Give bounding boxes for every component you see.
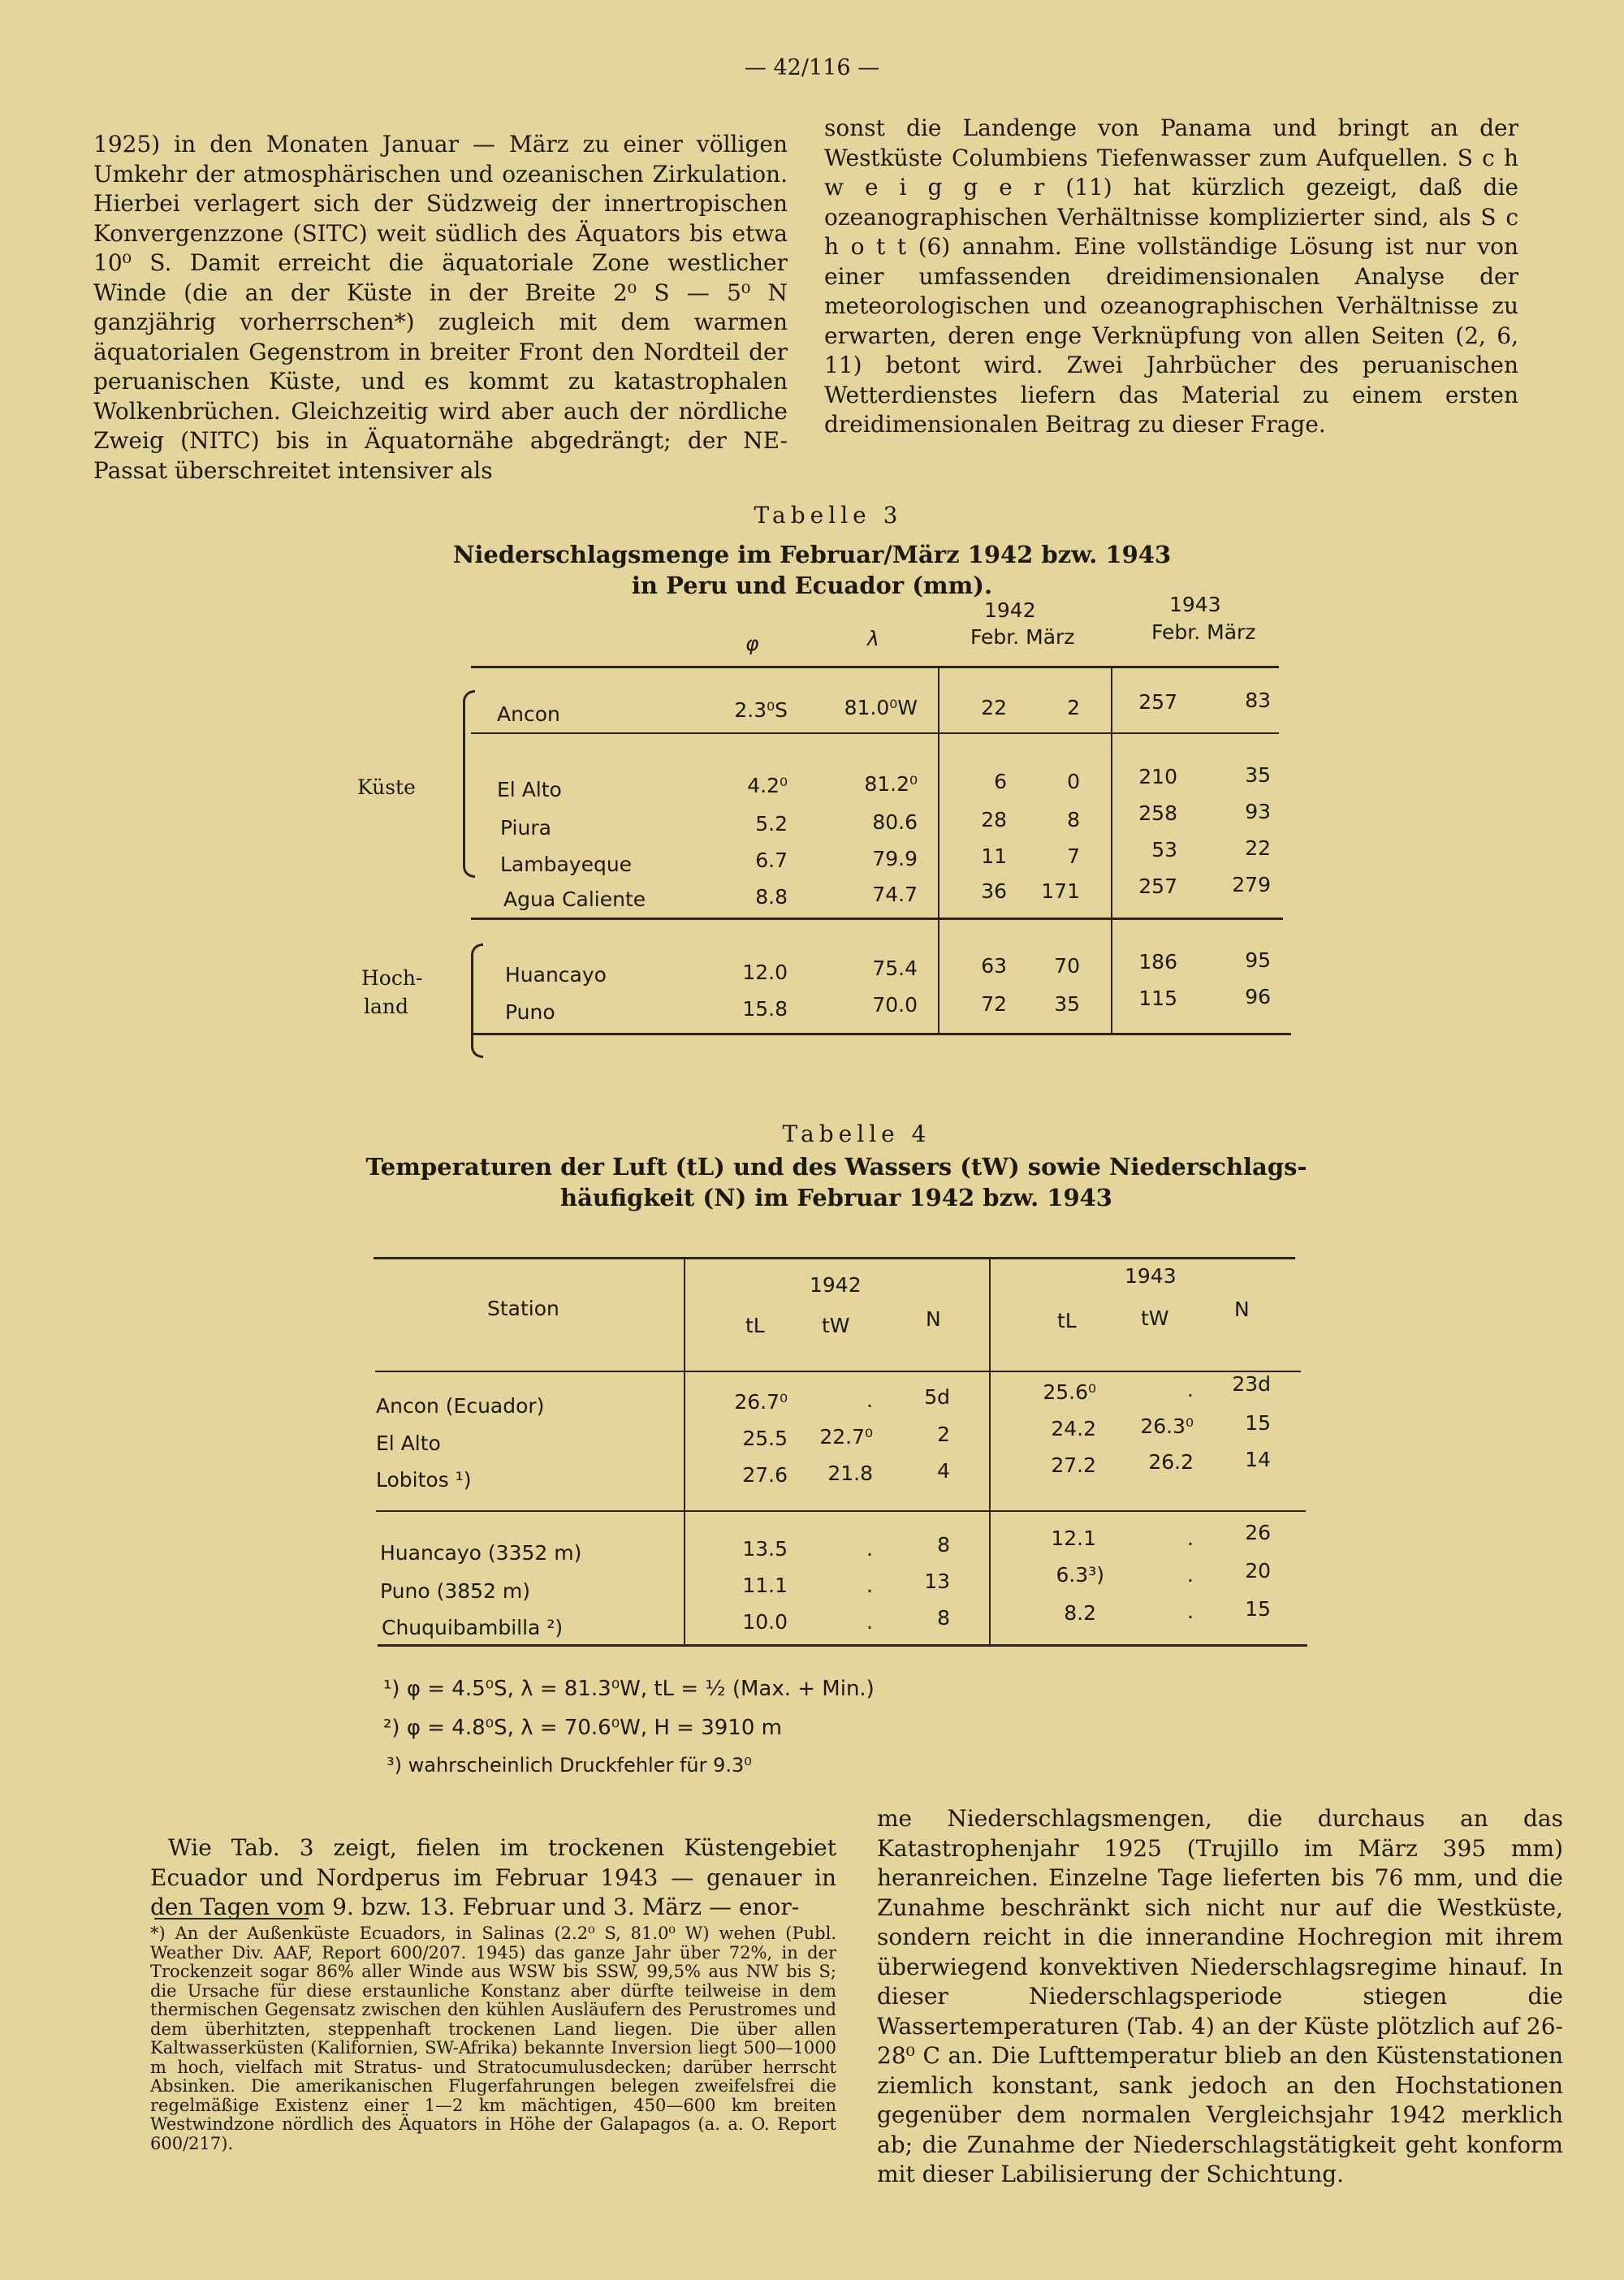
t3-station: Ancon	[497, 702, 560, 726]
t4-N-1943: 15	[1245, 1597, 1271, 1621]
t4-tW-1943: 26.3⁰	[1140, 1414, 1194, 1438]
t3-lambda: 81.2⁰	[864, 772, 918, 796]
t3-feb-1943: 186	[1138, 950, 1177, 974]
t4-N-1943: 26	[1245, 1521, 1271, 1544]
t4-rule-header	[375, 1371, 1301, 1372]
t3-station: Agua Caliente	[503, 887, 646, 911]
t3-brace-highland	[471, 944, 483, 1058]
t4-tW-1942: 22.7⁰	[819, 1425, 873, 1449]
t4-header-station: Station	[487, 1297, 559, 1320]
table4-title	[357, 1151, 1315, 1213]
t3-group-coast: Küste	[357, 775, 416, 799]
t4-N-1943: 20	[1245, 1559, 1271, 1583]
t4-N-1942: 2	[937, 1423, 950, 1446]
t3-feb-1943: 258	[1138, 801, 1177, 825]
t3-phi: 5.2	[755, 812, 788, 836]
t4-N-1942: 8	[937, 1533, 950, 1557]
t3-mar-1942: 7	[1067, 844, 1080, 868]
t4-tL-1943: 8.2	[1064, 1601, 1096, 1625]
t4-tL-1942: 13.5	[742, 1537, 788, 1561]
t3-feb-1942: 6	[994, 770, 1007, 793]
t3-feb-1943: 53	[1151, 838, 1177, 861]
t4-tL-1943: 12.1	[1051, 1526, 1096, 1550]
t4-N-1943: 14	[1245, 1448, 1271, 1471]
t4-tW-1942: .	[866, 1574, 873, 1597]
t3-phi: 6.7	[755, 849, 788, 872]
footnote	[150, 1924, 836, 2153]
t3-mar-1942: 2	[1067, 696, 1080, 719]
t3-mar-1942: 0	[1067, 770, 1080, 793]
t4-header-tL-1943: tL	[1057, 1309, 1077, 1332]
table4-caption: Tabelle 4	[782, 1121, 931, 1147]
t4-year-1942: 1942	[810, 1273, 862, 1297]
t3-lambda: 70.0	[872, 993, 918, 1017]
t4-tL-1942: 10.0	[742, 1610, 788, 1634]
text-column-right-top	[824, 114, 1518, 440]
t4-note-3: ³) wahrscheinlich Druckfehler für 9.3⁰	[387, 1754, 752, 1777]
t3-station: Piura	[500, 816, 551, 840]
paragraph: 1925) in den Monaten Januar — März zu einer völligen Umkehr der atmosphärischen und ozeanischen Zirkulation. Hierbei verlagert sich der Südzweig der innertropischen Konvergenzzone (SITC) weit südlich des Äquators bis etwa 10⁰ S. Damit erreicht die äquatoriale Zone westlicher Winde (die an der Küste in der Breite 2⁰ S — 5⁰ N ganzjährig vorherrschen*) zugleich mit dem warmen äquatorialen Gegenstrom in breiter Front den Nordteil der peruanischen Küste, und es kommt zu katastrophalen Wolkenbrüchen. Gleichzeitig wird aber auch der nördliche Zweig (NITC) bis in Äquatornähe abgedrängt; der NE-Passat überschreitet intensiver als	[93, 131, 788, 484]
t3-rule-coast	[471, 918, 1283, 920]
t3-group-highland-1: Hoch-	[361, 966, 423, 990]
t3-rule-bottom	[471, 1033, 1291, 1035]
table3-title	[422, 539, 1202, 601]
t3-station: Lambayeque	[500, 853, 633, 876]
t3-rule-ancon	[471, 732, 1279, 734]
text-column-left-bottom	[150, 1833, 836, 1923]
t3-feb-1943: 210	[1138, 765, 1177, 788]
t4-tL-1942: 25.5	[742, 1427, 788, 1450]
t3-phi: 8.8	[755, 885, 788, 909]
table4-title-line1: Temperaturen der Luft (tL) und des Wassers (tW) sowie Niederschlags-	[365, 1153, 1307, 1181]
t4-N-1942: 4	[937, 1459, 950, 1483]
t4-station: Lobitos ¹)	[376, 1468, 472, 1492]
t4-tL-1943: 24.2	[1051, 1417, 1096, 1440]
t3-feb-1942: 72	[981, 992, 1007, 1016]
t3-mar-1942: 8	[1067, 808, 1080, 831]
t3-mar-1942: 70	[1054, 954, 1080, 978]
t3-feb-1942: 22	[981, 696, 1007, 719]
t4-tW-1943: .	[1187, 1378, 1194, 1401]
paragraph: sonst die Landenge von Panama und bringt an der Westküste Columbiens Tiefenwasser zum Aufquellen. S c h w e i g g e r (11) hat kürzlich gezeigt, daß die ozeanographischen Verhältnisse komplizierter sind, als S c h o t t (6) annahm. Eine vollständige Lösung ist nur von einer umfassenden dreidimensionalen Analyse der meteorologischen und ozeanographischen Verhältnisse zu erwarten, deren enge Verknüpfung von allen Seiten (2, 6, 11) betont wird. Zwei Jahrbücher des peruanischen Wetterdienstes liefern das Material zu einem ersten dreidimensionalen Beitrag zu dieser Frage.	[824, 114, 1518, 438]
t4-header-tW-1942: tW	[822, 1314, 850, 1337]
t4-station: Puno (3852 m)	[380, 1579, 530, 1603]
t4-tL-1942: 27.6	[742, 1463, 788, 1487]
t4-header-tW-1943: tW	[1141, 1306, 1169, 1330]
t4-tW-1942: 21.8	[827, 1462, 873, 1485]
t4-tL-1943: 6.3³)	[1056, 1563, 1104, 1587]
t4-rule-top	[374, 1257, 1295, 1259]
t4-tW-1943: .	[1187, 1526, 1194, 1550]
t4-N-1942: 5d	[924, 1385, 950, 1409]
t3-mar-1943: 93	[1245, 800, 1271, 823]
t4-tL-1943: 25.6⁰	[1043, 1380, 1096, 1404]
table3-title-line2: in Peru und Ecuador (mm).	[631, 572, 993, 599]
t4-header-N-1942: N	[926, 1307, 941, 1331]
t3-feb-1942: 63	[981, 954, 1007, 978]
t3-months-1942: Febr. März	[970, 625, 1075, 649]
t4-tL-1942: 26.7⁰	[734, 1390, 788, 1414]
footnote-rule	[154, 1918, 309, 1919]
page-number: — 42/116 —	[744, 55, 880, 80]
paragraph: me Niederschlagsmengen, die durchaus an das Katastrophenjahr 1925 (Trujillo im März 395 mm) heranreichen. Einzelne Tage lieferten bis 76 mm, und die Zunahme beschränkt sich nicht nur auf die Westküste, sondern reicht in die innerandine Hochregion mit ihrem überwiegend konvektiven Niederschlagsregime hinauf. In dieser Niederschlagsperiode stiegen die Wassertemperaturen (Tab. 4) an der Küste plötzlich auf 26-28⁰ C an. Die Lufttemperatur blieb an den Küstenstationen ziemlich konstant, sank jedoch an den Hochstationen gegenüber dem normalen Vergleichsjahr 1942 merklich ab; die Zunahme der Niederschlagstätigkeit geht konform mit dieser Labilisierung der Schichtung.	[877, 1805, 1563, 2187]
t3-phi: 4.2⁰	[747, 774, 788, 797]
t3-lambda: 75.4	[872, 956, 918, 980]
t3-lambda: 74.7	[872, 883, 918, 906]
t4-tL-1943: 27.2	[1051, 1453, 1096, 1477]
t3-feb-1942: 11	[981, 844, 1007, 868]
t4-header-N-1943: N	[1234, 1298, 1250, 1321]
t3-phi: 12.0	[742, 961, 788, 984]
footnote-text: *) An der Außenküste Ecuadors, in Salinas (2.2⁰ S, 81.0⁰ W) wehen (Publ. Weather Div. AAF, Report 600/207. 1945) das ganze Jahr über 72%, in der Trockenzeit sogar 86% aller Winde aus WSW bis SSW, 99,5% aus NW bis S; die Ursache für diese erstaunliche Konstanz aber dürfte teilweise in dem thermischen Gegensatz zwischen den kühlen Ausläufern des Perustromes und dem überhitzten, steppenhaft trockenen Land liegen. Die über allen Kaltwasserküsten (Kalifornien, SW-Afrika) bekannte Inversion liegt 500—1000 m hoch, vielfach mit Stratus- und Stratocumulusdecken; darüber herrscht Absinken. Die amerikanischen Flugerfahrungen belegen zweifelsfrei die regelmäßige Existenz einer 1—2 km mächtigen, 450—600 km breiten Westwindzone nördlich des Äquators in Höhe der Galapagos (a. a. O. Report 600/217).	[150, 1924, 836, 2153]
t3-lambda: 80.6	[872, 810, 918, 834]
t3-rule-top	[471, 666, 1279, 668]
t4-station: El Alto	[376, 1431, 441, 1455]
table4-title-line2: häufigkeit (N) im Februar 1942 bzw. 1943	[560, 1184, 1112, 1211]
t3-feb-1942: 28	[981, 808, 1007, 831]
t3-header-phi: φ	[745, 632, 759, 655]
t4-station: Huancayo (3352 m)	[380, 1541, 582, 1565]
paragraph: Wie Tab. 3 zeigt, fielen im trockenen Küstengebiet Ecuador und Nordperus im Februar 1943 — genauer in den Tagen vom 9. bzw. 13. Februar und 3. März — enor-	[150, 1834, 836, 1920]
t3-lambda: 81.0⁰W	[844, 696, 918, 719]
t4-N-1942: 8	[937, 1606, 950, 1630]
t3-mar-1943: 279	[1232, 873, 1271, 896]
t4-tW-1943: .	[1187, 1563, 1194, 1587]
t3-group-highland-2: land	[364, 995, 409, 1018]
t3-feb-1943: 257	[1138, 690, 1177, 714]
t3-mar-1943: 96	[1245, 985, 1271, 1008]
t4-note-1: ¹) φ = 4.5⁰S, λ = 81.3⁰W, tL = ½ (Max. + Min.)	[383, 1677, 875, 1701]
table3-title-line1: Niederschlagsmenge im Februar/März 1942 bzw. 1943	[452, 541, 1172, 568]
t3-station: Puno	[505, 1000, 555, 1024]
t3-feb-1943: 115	[1138, 987, 1177, 1010]
t4-N-1942: 13	[924, 1570, 950, 1593]
t4-N-1943: 15	[1245, 1411, 1271, 1435]
t4-year-1943: 1943	[1125, 1264, 1177, 1288]
t4-station: Ancon (Ecuador)	[376, 1394, 545, 1418]
t3-lambda: 79.9	[872, 847, 918, 870]
t3-mar-1943: 95	[1245, 948, 1271, 972]
t3-brace-coast	[463, 690, 475, 878]
t4-vline-1	[684, 1257, 685, 1644]
t3-station: Huancayo	[505, 963, 607, 987]
t3-station: El Alto	[497, 778, 562, 801]
t4-header-tL-1942: tL	[745, 1314, 765, 1337]
t3-mar-1943: 22	[1245, 836, 1271, 860]
t3-feb-1943: 257	[1138, 874, 1177, 898]
t4-station: Chuquibambilla ²)	[382, 1616, 564, 1639]
t4-N-1943: 23d	[1232, 1372, 1271, 1396]
t4-tW-1943: 26.2	[1148, 1450, 1194, 1474]
table3-caption: Tabelle 3	[754, 502, 903, 529]
t3-year-1942: 1942	[984, 598, 1036, 622]
text-column-left-top	[93, 130, 788, 486]
t4-tW-1943: .	[1187, 1600, 1194, 1623]
t3-phi: 15.8	[742, 997, 788, 1021]
t4-tW-1942: .	[866, 1610, 873, 1634]
t3-mar-1943: 83	[1245, 689, 1271, 712]
t4-tW-1942: .	[866, 1388, 873, 1412]
t4-note-2: ²) φ = 4.8⁰S, λ = 70.6⁰W, H = 3910 m	[383, 1716, 782, 1740]
t3-header-lambda: λ	[867, 627, 879, 650]
t3-months-1943: Febr. März	[1151, 620, 1256, 644]
t3-vline-1	[938, 666, 939, 1033]
t3-mar-1942: 35	[1054, 992, 1080, 1016]
t3-mar-1942: 171	[1041, 879, 1080, 903]
t3-mar-1943: 35	[1245, 763, 1271, 787]
t4-rule-bottom	[378, 1644, 1307, 1647]
t3-feb-1942: 36	[981, 879, 1007, 903]
t3-vline-2	[1111, 666, 1112, 1033]
t4-tW-1942: .	[866, 1537, 873, 1561]
t4-vline-2	[989, 1257, 991, 1644]
t4-rule-coast	[376, 1510, 1306, 1512]
t3-year-1943: 1943	[1169, 593, 1221, 616]
t3-phi: 2.3⁰S	[734, 698, 788, 722]
text-column-right-bottom	[877, 1804, 1563, 2190]
t4-tL-1942: 11.1	[742, 1574, 788, 1597]
